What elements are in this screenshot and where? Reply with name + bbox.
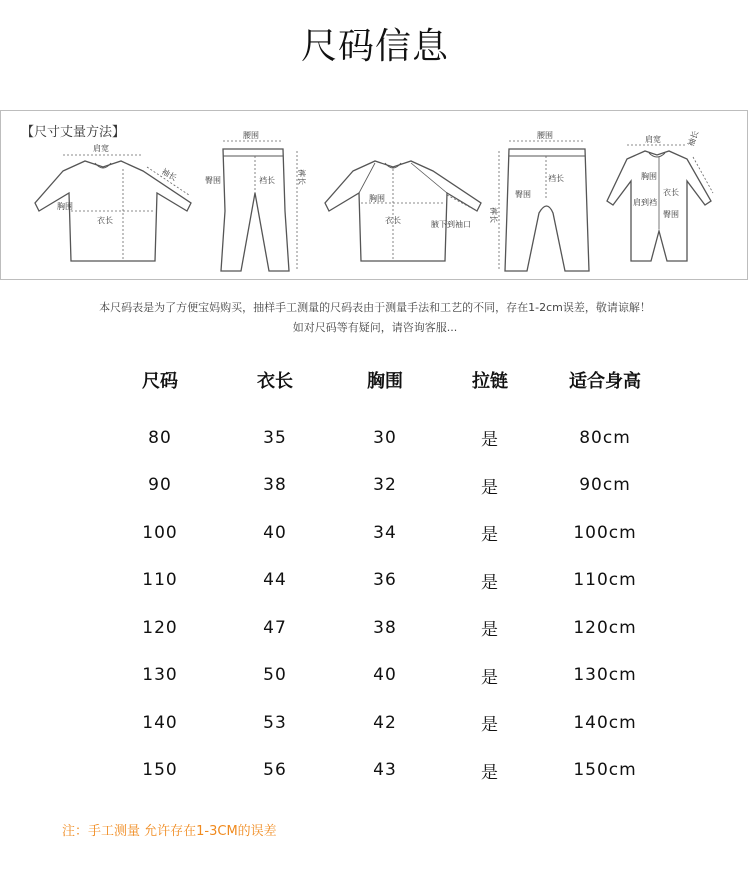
waist-label: 腰围 — [243, 131, 259, 140]
chest-label: 胸围 — [57, 202, 73, 211]
cell-zipper: 是 — [481, 667, 499, 688]
cell-length: 47 — [263, 617, 287, 638]
cell-height: 110cm — [573, 570, 637, 591]
rise-label: 裆长 — [259, 176, 275, 185]
cell-length: 40 — [263, 522, 287, 543]
cell-zipper: 是 — [481, 715, 499, 736]
table-row — [110, 747, 660, 795]
romper-shoulder-label: 肩宽 — [645, 135, 661, 144]
size-table-header — [110, 357, 660, 402]
cell-height: 140cm — [573, 712, 637, 733]
table-row — [110, 557, 660, 605]
romper-length-label: 衣长 — [663, 188, 679, 197]
size-disclaimer: 本尺码表是为了方便宝妈购买，抽样手工测量的尺码表由于测量手法和工艺的不同，存在1-2cm误差，敬请谅解！ — [99, 301, 651, 314]
romper-crotch-label: 肩到裆 — [633, 198, 657, 207]
measurement-method-panel — [0, 110, 748, 280]
cell-height: 90cm — [579, 475, 631, 496]
hip-label: 臀围 — [205, 176, 221, 185]
header-size: 尺码 — [142, 370, 178, 392]
cell-chest: 40 — [373, 665, 397, 686]
sleeve-label: 袖长 — [160, 166, 179, 183]
size-table — [110, 357, 660, 794]
cell-chest: 43 — [373, 760, 397, 781]
cell-chest: 42 — [373, 712, 397, 733]
ocp-rise-label: 裆长 — [548, 174, 564, 183]
cell-chest: 36 — [373, 570, 397, 591]
cell-chest: 30 — [373, 427, 397, 448]
cell-size: 80 — [148, 427, 172, 448]
cell-length: 44 — [263, 570, 287, 591]
cell-size: 120 — [142, 617, 178, 638]
table-row — [110, 652, 660, 700]
romper-sleeve-label: 袖长 — [686, 129, 701, 148]
cell-height: 80cm — [579, 427, 631, 448]
cell-zipper: 是 — [481, 572, 499, 593]
header-zipper: 拉链 — [472, 370, 508, 392]
cell-chest: 32 — [373, 475, 397, 496]
diagram-raglan-top — [313, 111, 493, 279]
diagram-open-crotch-pants — [489, 111, 599, 279]
cell-size: 100 — [142, 522, 178, 543]
raglan-length-label: 衣长 — [385, 216, 401, 225]
header-length: 衣长 — [257, 370, 293, 392]
cell-chest: 34 — [373, 522, 397, 543]
armpit-label: 腋下到袖口 — [431, 220, 471, 229]
table-row — [110, 699, 660, 747]
cell-zipper: 是 — [481, 762, 499, 783]
diagram-romper — [601, 111, 747, 279]
shoulder-label: 肩宽 — [93, 144, 109, 153]
cell-zipper: 是 — [481, 477, 499, 498]
cell-length: 56 — [263, 760, 287, 781]
cell-height: 120cm — [573, 617, 637, 638]
cell-length: 53 — [263, 712, 287, 733]
cell-zipper: 是 — [481, 620, 499, 641]
customer-service-note: 如对尺码等有疑问，请咨询客服... — [292, 321, 458, 334]
cell-size: 150 — [142, 760, 178, 781]
cell-chest: 38 — [373, 617, 397, 638]
cell-size: 140 — [142, 712, 178, 733]
table-row — [110, 402, 660, 462]
diagram-long-sleeve-top — [23, 111, 203, 279]
pants-length-label: 裤长 — [297, 169, 306, 185]
cell-size: 110 — [142, 570, 178, 591]
cell-size: 90 — [148, 475, 172, 496]
table-row — [110, 462, 660, 510]
header-height: 适合身高 — [569, 370, 641, 392]
measurement-footnote: 注：手工测量 允许存在1-3CM的误差 — [62, 824, 277, 839]
ocp-length-label: 裤长 — [489, 207, 498, 223]
diagram-pants — [201, 111, 311, 279]
cell-zipper: 是 — [481, 430, 499, 451]
ocp-waist-label: 腰围 — [537, 131, 553, 140]
length-label: 衣长 — [97, 216, 113, 225]
cell-length: 50 — [263, 665, 287, 686]
table-row — [110, 604, 660, 652]
page-title: 尺码信息 — [300, 26, 449, 67]
cell-height: 130cm — [573, 665, 637, 686]
cell-length: 35 — [263, 427, 287, 448]
raglan-chest-label: 胸围 — [369, 194, 385, 203]
romper-chest-label: 胸围 — [641, 172, 657, 181]
ocp-hip-label: 臀围 — [515, 190, 531, 199]
header-chest: 胸围 — [367, 370, 403, 392]
romper-hip-label: 臀围 — [663, 210, 679, 219]
measurement-heading: 【尺寸丈量方法】 — [21, 125, 126, 140]
cell-size: 130 — [142, 665, 178, 686]
table-row — [110, 509, 660, 557]
cell-height: 150cm — [573, 760, 637, 781]
cell-length: 38 — [263, 475, 287, 496]
cell-zipper: 是 — [481, 525, 499, 546]
cell-height: 100cm — [573, 522, 637, 543]
